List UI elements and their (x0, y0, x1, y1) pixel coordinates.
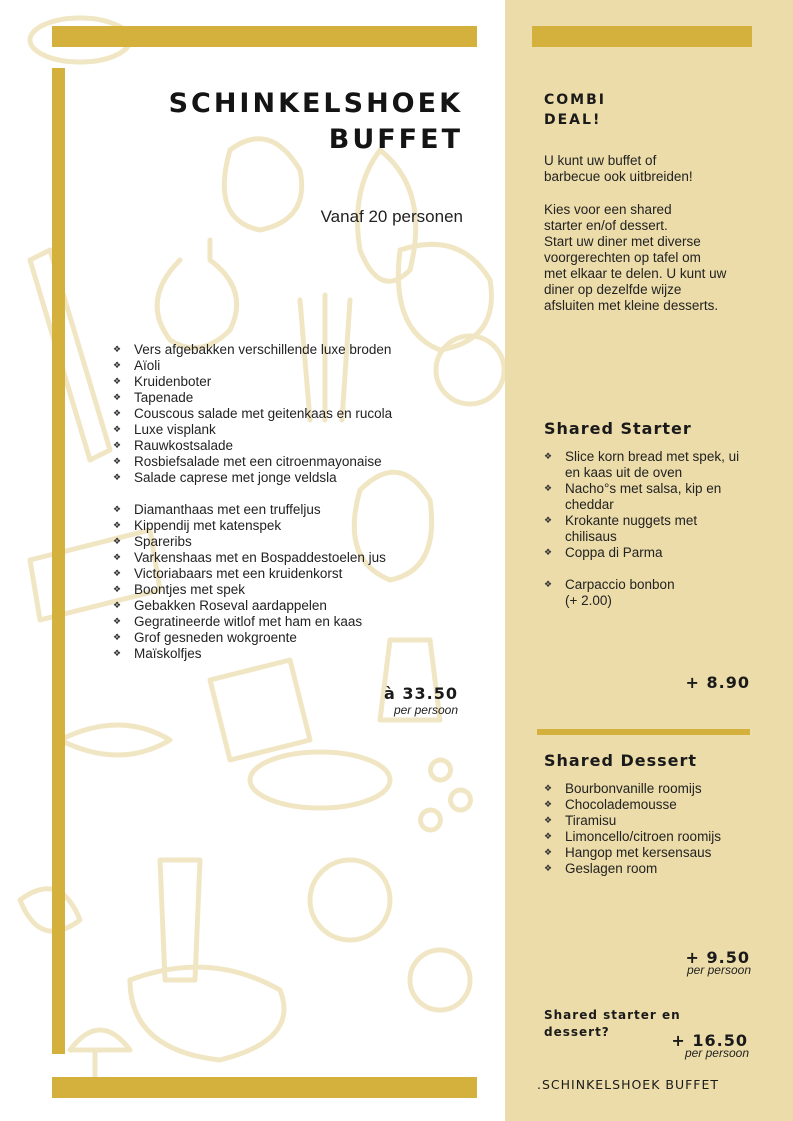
grapes-doodle (421, 760, 471, 830)
combi-deal-title (544, 90, 606, 130)
list-item: ❖ Krokante nuggets met chilisaus (544, 513, 744, 545)
dessert-divider-bar (537, 729, 750, 735)
footer-brand: .SCHINKELSHOEK BUFFET (537, 1077, 720, 1092)
top-accent-bar-right (532, 26, 752, 47)
shared-dessert-title: Shared Dessert (544, 751, 698, 770)
list-item: ❖ Boontjes met spek (113, 582, 386, 598)
mushroom-doodle (70, 1030, 130, 1080)
list-item: ❖ Rosbiefsalade met een citroenmayonaise (113, 454, 392, 470)
desc-line: Kies voor een shared (544, 202, 672, 217)
apple-doodle (436, 336, 504, 404)
list-item (544, 577, 744, 609)
top-accent-bar-left (52, 26, 477, 47)
shared-dessert-list (544, 781, 744, 877)
bottom-accent-bar (52, 1077, 477, 1098)
combo-question-line-1: Shared starter en (544, 1008, 681, 1022)
extra-item-surcharge: (+ 2.00) (565, 593, 612, 608)
list-item: ❖ Tapenade (113, 390, 392, 406)
onion-doodle (410, 950, 470, 1010)
intro-line-1: U kunt uw buffet of (544, 153, 657, 168)
desc-line: Start uw diner met diverse (544, 234, 701, 249)
list-item: ❖ Chocolademousse (544, 797, 744, 813)
page-subtitle: Vanaf 20 personen (320, 207, 463, 226)
desc-line: diner op dezelfde wijze (544, 282, 682, 297)
list-item: ❖ Kruidenboter (113, 374, 392, 390)
list-item: ❖ Bourbonvanille roomijs (544, 781, 744, 797)
starter-price: + 8.90 (685, 673, 750, 692)
list-item: ❖ Rauwkostsalade (113, 438, 392, 454)
list-item: ❖ Couscous salade met geitenkaas en rucola (113, 406, 392, 422)
cake-plate-doodle (250, 752, 390, 808)
combi-intro (544, 153, 744, 185)
list-item: ❖ Spareribs (113, 534, 386, 550)
steak-doodle (130, 967, 284, 1060)
list-item: ❖ Tiramisu (544, 813, 744, 829)
list-item: ❖ Limoncello/citroen roomijs (544, 829, 744, 845)
list-item: ❖ Kippendij met katenspek (113, 518, 386, 534)
leaf-doodle (20, 889, 80, 932)
carrot-doodle (30, 250, 110, 460)
combo-price-note: per persoon (684, 1046, 749, 1060)
chocolate-doodle (210, 660, 310, 760)
fish-doodle (60, 725, 170, 755)
shared-starter-title: Shared Starter (544, 419, 692, 438)
dessert-price-note: per persoon (686, 963, 751, 977)
list-item: ❖ Vers afgebakken verschillende luxe broden (113, 342, 392, 358)
title-line-1: SCHINKELSHOEK (168, 88, 463, 119)
list-item: ❖ Salade caprese met jonge veldsla (113, 470, 392, 486)
list-item: ❖ Grof gesneden wokgroente (113, 630, 386, 646)
combi-title-line-1: COMBI (544, 92, 606, 108)
combo-question (544, 1007, 681, 1041)
combo-price: + 16.50 (671, 1031, 748, 1050)
list-item: ❖ Varkenshaas met en Bospaddestoelen jus (113, 550, 386, 566)
garlic-doodle (157, 240, 237, 348)
extra-item-name: Carpaccio bonbon (565, 577, 675, 592)
list-item: ❖ Slice korn bread met spek, ui en kaas uit de oven (544, 449, 744, 481)
list-item: ❖ Aïoli (113, 358, 392, 374)
desc-line: afsluiten met kleine desserts. (544, 298, 719, 313)
list-item: ❖ Hangop met kersensaus (544, 845, 744, 861)
combi-title-line-2: DEAL! (544, 112, 602, 128)
list-item: ❖ Nacho°s met salsa, kip en cheddar (544, 481, 744, 513)
buffet-menu-list-1 (113, 342, 392, 486)
buffet-menu-list-2 (113, 502, 386, 662)
title-line-2: BUFFET (328, 124, 463, 155)
list-item: ❖ Gegratineerde witlof met ham en kaas (113, 614, 386, 630)
desc-line: voorgerechten op tafel om (544, 250, 701, 265)
tomato-doodle (310, 860, 390, 940)
desc-line: starter en/of dessert. (544, 218, 668, 233)
list-item: ❖ Geslagen room (544, 861, 744, 877)
dessert-price: + 9.50 (685, 948, 750, 967)
intro-line-2: barbecue ook uitbreiden! (544, 169, 693, 184)
list-item: ❖ Coppa di Parma (544, 545, 744, 561)
buffet-price-note: per persoon (393, 703, 458, 717)
combi-description (544, 202, 744, 314)
shared-starter-list (544, 449, 744, 561)
list-item: ❖ Maïskolfjes (113, 646, 386, 662)
page-title (169, 86, 463, 158)
desc-line: met elkaar te delen. U kunt uw (544, 266, 727, 281)
combo-question-line-2: dessert? (544, 1025, 610, 1039)
list-item: ❖ Gebakken Roseval aardappelen (113, 598, 386, 614)
list-item: ❖ Victoriabaars met een kruidenkorst (113, 566, 386, 582)
left-vertical-accent-bar (52, 68, 65, 1054)
pepper-mill-doodle (160, 860, 200, 980)
list-item: ❖ Diamanthaas met een truffeljus (113, 502, 386, 518)
shared-starter-extra (544, 577, 744, 609)
list-item: ❖ Luxe visplank (113, 422, 392, 438)
buffet-price: à 33.50 (384, 684, 458, 703)
